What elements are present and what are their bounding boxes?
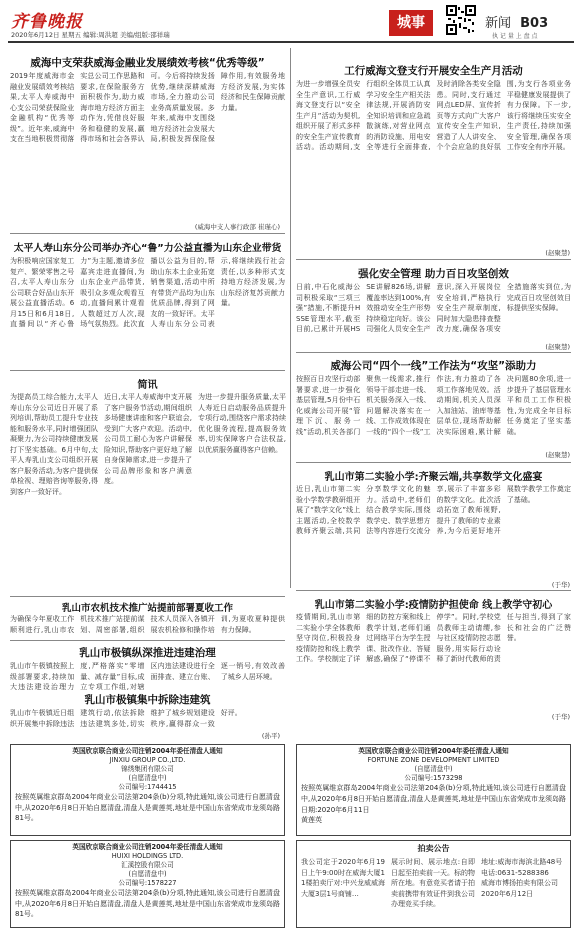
auction-notice (296, 840, 571, 928)
story6-headline: 乳山市第二实验小学:齐聚云端,共享数学文化盛宴 (324, 472, 543, 483)
issue-line: 2020年6月12日 星期五 编辑:周洪超 美编/组版:邵祥瑞 (11, 31, 170, 39)
section-badge (389, 10, 433, 36)
briefs-col2: 近日,太平人寿威海中支开展了客户服务节活动,期间组织多场健康讲座和客户联谊会,受到广大客户欢迎。活动中,公司员工耐心为客户讲解保险知识,帮助客户更好地了解自身保障需求,进一步提升了公司品牌形象和客户满意度。 (104, 393, 192, 485)
notice2-body: 按照英属维京群岛2004年商业公司法第204条(b)分项,特此通知,该公司进行自愿清盘中,从2020年6月8日开始自愿清盘,清盘人是黄莲英,地址是中国山东省荣成市龙须岛路81号。 (15, 889, 280, 918)
story7-body: 疫情期间,乳山市第二实验小学全体教师坚守岗位,积极投身疫情防控和线上教学工作。学校制定了详细的防控方案和线上教学计划,老师们通过网络平台为学生授课、批改作业、答疑解惑,确保了“停课不停学”。同时,学校党员教师主动请缨,参与社区疫情防控志愿服务,用实际行动诠释了新时代教师的责任与担当,得到了家长和社会的广泛赞誉。 (296, 613, 571, 663)
newspaper-logo: 齐鲁晚报 (11, 12, 83, 32)
story5-source: (赵聚慧) (545, 451, 570, 459)
story1-body: 2019年度威海市金融业发展绩效考核结果,太平人寿威海中心支公司荣获保险业金融机构“优秀等级”。近年来,威海中支在当地积极贯彻落实总公司工作思路和要求,在保险服务方面积极作为,助力威海市地方经济方面主动作为,凭借良好服务和稳健的发展,赢得市场和社会各界认可。今后将持续发扬优势,继续深耕威海市场,全力推动公司业务高质量发展。多年来,威海中支围绕地方经济社会发展大局,积极发挥保险保障作用,有效服务地方经济发展,为实体经济和民生保障贡献力量。 (10, 72, 285, 143)
notice3-name-en: FORTUNE ZONE DEVELOPMENT LIMITED (367, 756, 500, 764)
story7-source: (于华) (551, 713, 570, 721)
masthead-rule (8, 41, 574, 43)
story1-headline: 威海中支荣获威海金融业发展绩效考核“优秀等级” (30, 57, 265, 69)
briefs-header: 简讯 (137, 380, 158, 391)
story9-headline: 乳山市极镇纵深推进违建治理 (79, 647, 216, 659)
divider-3 (296, 259, 571, 260)
notice1-title: 英国欣京联合商业公司注销2004年委任清盘人通知 (72, 747, 223, 755)
page-category: 新闻 (485, 16, 512, 31)
masthead (0, 0, 580, 42)
briefs-col1: 为提高员工综合能力,太平人寿山东分公司近日开展了系列培训,帮助员工提升专业技能和服务水平,同时增强团队凝聚力,为公司持续健康发展打下坚实基础。6月中旬,太平人寿乳山支公司组织开展客户服务活动,为客户提供保单检视、理赔咨询等服务,得到客户一致好评。 (10, 393, 98, 496)
story1-source: (威海中支人事行政部 崔瑾心) (194, 223, 280, 231)
briefs-col3: 为进一步提升服务质量,太平人寿近日启动服务品质提升专项行动,围绕客户需求持续优化服务流程,提高服务效率,切实保障客户合法权益,以优质服务赢得客户信赖。 (198, 393, 286, 454)
story10-headline: 乳山市极镇集中拆除违建筑 (10, 692, 285, 707)
story8-headline: 乳山市农机技术推广站提前部署夏收工作 (61, 603, 233, 614)
story10-body: 乳山市午极镇近日组织开展集中拆除违法建筑行动,依法拆除违法建筑多处,切实维护了城乡规划建设秩序,赢得群众一致好评。 (10, 709, 242, 728)
auction-col1: 我公司定于2020年6月19日上午9:00时在威海大厦11楼拍卖厅对:中兴龙威威海大厦3层1号商铺… (301, 858, 385, 898)
story9-body: 乳山市午极镇按照上级部署要求,持续加大违法建设治理力度,严格落实“零增量、减存量”目标,成立专项工作组,对辖区内违法建设进行全面排查、建立台账、逐一销号,有效改善了城乡人居环境。 (10, 662, 285, 691)
notice3-signer: 黄莲英 (301, 816, 322, 824)
story3-body: 为进一步增强全员安全生产意识,工行威海文登支行以“安全生产月”活动为契机,组织开展了形式多样的安全生产宣传教育活动。活动期间,支行组织全体员工认真学习安全生产相关法律法规,开展消防安全知识培训和应急疏散演练,对营业网点的消防设施、用电安全等进行全面排查,及时消除各类安全隐患。同时,支行通过网点LED屏、宣传折页等方式向广大客户宣传安全生产知识,营造了人人讲安全、个个会应急的良好氛围,为支行各项业务平稳健康发展提供了有力保障。下一步,该行将继续压实安全生产责任,持续加强安全管理,确保各项工作安全有序开展。 (296, 80, 571, 151)
page-number: B03 (520, 16, 549, 31)
notice3-body: 按照英属维京群岛2004年商业公司法第204条(b)分项,特此通知,该公司进行自愿清盘中,从2020年6月8日开始自愿清盘,清盘人是黄莲英,地址是中国山东省荣成市龙须岛路 (301, 784, 566, 803)
auction-col2: 展示时间、展示地点:自即日起至拍卖前一天。标的物所在地。有意竞买者请于拍卖前携带有效证件到我公司办理竞买手续。 (391, 858, 475, 908)
notice2-reg: 公司编号:1578227 (118, 879, 177, 887)
editor-line: 执 记 量 上 盘 点 (492, 33, 538, 40)
story2-body: 为积极响应国家复工复产、繁荣零售之号召,太平人寿山东分公司联合好品山东开展公益直播活动。6月15日和6月18日,直播间以“齐心鲁力”为主题,邀请多位嘉宾走进直播间,为山东企业产品带货,吸引众多观众观看互动,直播间累计观看人数超过万人次,现场气氛热烈。此次直播以公益为目的,帮助山东本土企业拓宽销售渠道,活动中所有带货产品均为山东优质品牌,得到了网友的一致好评。太平人寿山东分公司表示,将继续践行社会责任,以多种形式支持地方经济发展,为山东经济复苏贡献力量。 (10, 257, 285, 328)
story7-headline: 乳山市第二实验小学:疫情防护担使命 线上教学守初心 (314, 600, 553, 611)
story4-headline: 强化安全管理 助力百日攻坚创效 (358, 268, 509, 280)
notice3-title: 英国欣京联合商业公司注销2004年委任清盘人通知 (358, 747, 509, 755)
notice1-name-cn: 锦绣集团有限公司 (121, 765, 174, 773)
liquidation-notice-2 (10, 840, 285, 928)
divider-6 (10, 596, 285, 597)
story5-headline: 威海公司“四个一线”工作法为“攻坚”添助力 (330, 360, 537, 372)
story3-source: (赵聚慧) (545, 249, 570, 257)
section-label: 城事 (397, 15, 425, 31)
story2-headline: 太平人寿山东分公司举办齐心“鲁”力公益直播为山东企业带货 (13, 243, 282, 254)
story4-body: 日前,中石化威海公司积极采取“三项三强”措施,不断提升HSSE管理水平,截至目前,已累计开展HSSE讲解826场,讲解覆盖率达到100%,有效推动安全生产形势持续稳定向好。该公司强化人员安全生产意识,深入开展岗位安全培训,严格执行安全生产规章制度,同时加大隐患排查整改力度,确保各项安全措施落实到位,为完成百日攻坚创效目标提供坚实保障。 (296, 283, 571, 333)
story5-body: 按照百日攻坚行动部署要求,进一步强化基层管理,5月份中石化威海公司开展“管理下沉、服务一线”活动,机关各部门聚焦一线需求,推行领导干部走进一线、机关服务深入一线、问题解决落实在一线、工作成效体现在一线的“四个一线”工作法,有力推动了各项工作落地见效。活动期间,机关人员深入加油站、油库等基层单位,现场帮助解决实际困难,累计解决问题80余项,进一步提升了基层管理水平和员工工作积极性,为完成全年目标任务奠定了坚实基础。 (296, 375, 571, 436)
notice2-name-cn: 汇溪控股有限公司 (121, 861, 174, 869)
notice2-status: (自愿清盘中) (128, 870, 167, 878)
auction-col3: 地址:威海市海滨北路48号 电话:0631-5288386 威海市博扬拍卖有限公司 2020年6月12日 (481, 858, 563, 898)
story6-body: 近日,乳山市第二实验小学数学教研组开展了“数学文化”线上主题活动,全校数学教师齐聚云端,共同分享数学文化的魅力。活动中,老师们结合教学实际,围绕数学史、数学思想方法等内容进行交流分享,展示了丰富多彩的数学文化。此次活动拓宽了教师视野,提升了教师的专业素养,为今后更好地开展数学教学工作奠定了基础。 (296, 485, 571, 535)
notice1-name-en: JINXIU GROUP CO.,LTD. (109, 756, 186, 764)
auction-title: 拍卖公告 (417, 844, 450, 853)
notice3-reg: 公司编号:1573298 (404, 774, 463, 782)
story4-source: (赵聚慧) (545, 343, 570, 351)
notice2-title: 英国欣京联合商业公司注销2004年委任清盘人通知 (72, 843, 223, 851)
divider-1 (10, 233, 285, 234)
page-label (485, 12, 548, 31)
center-divider (290, 48, 291, 588)
story10-source: (孙平) (261, 732, 280, 740)
story3-headline: 工行威海文登支行开展安全生产月活动 (344, 65, 523, 77)
divider-8 (296, 590, 571, 591)
liquidation-notice-1 (10, 744, 285, 836)
notice1-body: 按照英属维京群岛2004年商业公司法第204条(b)分项,特此通知,该公司进行自愿清盘中,从2020年6月8日开始自愿清盘,清盘人是黄莲英,地址是中国山东省荣成市龙须岛路81号。 (15, 793, 280, 822)
notice3-date: 日期:2020年6月11日 (301, 806, 370, 814)
notice1-status: (自愿清盘中) (128, 774, 167, 782)
liquidation-notice-3 (296, 744, 571, 836)
divider-7 (10, 640, 285, 641)
story8-body: 为确保今年夏收工作顺利进行,乳山市农机技术推广站提前谋划、周密部署,组织技术人员深入各镇开展农机检修和操作培训,为夏收夏种提供有力保障。 (10, 615, 285, 634)
notice1-reg: 公司编号:1744415 (118, 783, 177, 791)
story6-source: (于华) (551, 581, 570, 589)
qr-code (446, 5, 476, 35)
divider-4 (296, 352, 571, 353)
divider-5 (296, 462, 571, 463)
divider-2 (10, 370, 285, 371)
notice2-name-en: HUIXI HOLDINGS LTD. (111, 852, 184, 860)
notice3-name-cn: (自愿清盘中) (414, 765, 453, 773)
